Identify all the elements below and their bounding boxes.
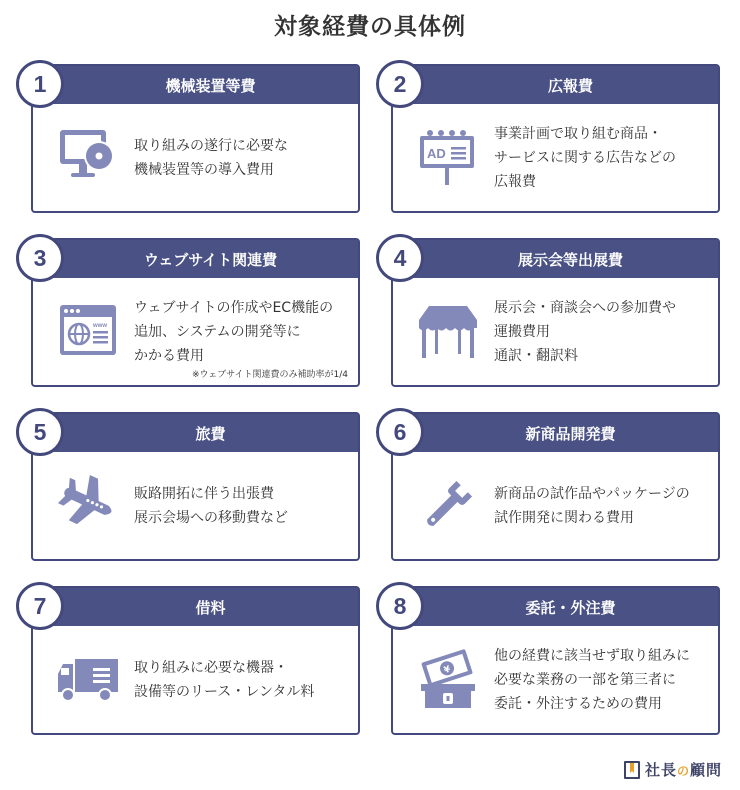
description-line: 設備等のリース・レンタル料 [134,683,315,700]
svg-text:AD: AD [427,146,446,161]
svg-text:¥: ¥ [442,664,452,677]
card-description [134,240,350,385]
card-header: 委託・外注費 [393,588,718,626]
description-line: 追加、システムの開発等に [134,323,301,340]
description-line: 展示会・商談会への参加費や [494,299,676,316]
description-line: 広報費 [494,173,536,190]
card-description [494,588,710,733]
description-line: 販路開拓に伴う出張費 [134,485,274,502]
brand-part: 社長 [644,761,677,779]
description-line: ウェブサイトの作成やEC機能の [134,299,334,316]
airplane-icon [53,470,123,540]
description-line: 事業計画で取り組む商品・ [494,125,662,142]
card-header: 展示会等出展費 [393,240,718,278]
description-line: 展示会場への移動費など [134,509,288,526]
card-description [134,66,350,211]
book-logo-icon [623,760,641,780]
description-line: 取り組みの遂行に必要な [134,137,288,154]
expense-card-2 [391,64,720,213]
card-header: 借料 [33,588,358,626]
description-line: サービスに関する広告などの [494,149,676,166]
expense-card-8 [391,586,720,735]
subsidy-rate-note: ※ウェブサイト関連費のみ補助率が1/4 [191,370,348,380]
description-line: 運搬費用 [494,323,550,340]
description-line: 通訳・翻訳料 [494,347,578,364]
brand-name [645,759,722,780]
expense-card-7 [31,586,360,735]
card-description [494,66,710,211]
tent-icon [413,296,483,366]
computer-disc-icon [53,122,123,192]
money-box-icon [413,644,483,714]
description-line: 他の経費に該当せず取り組みに [494,647,690,664]
card-description [134,588,350,733]
card-description [494,414,710,559]
expense-card-3 [31,238,360,387]
truck-icon [53,644,123,714]
expense-card-5 [31,412,360,561]
website-icon [53,296,123,366]
number-badge-2: 2 [376,60,424,108]
card-header: 旅費 [33,414,358,452]
description-line: かかる費用 [134,347,204,364]
number-badge-8: 8 [376,582,424,630]
description-line: 委託・外注するための費用 [494,695,662,712]
expense-card-1 [31,64,360,213]
number-badge-4: 4 [376,234,424,282]
wrench-icon [413,470,483,540]
description-line: 必要な業務の一部を第三者に [494,671,676,688]
svg-text:www: www [93,323,108,329]
number-badge-3: 3 [16,234,64,282]
number-badge-6: 6 [376,408,424,456]
number-badge-7: 7 [16,582,64,630]
card-header: 新商品開発費 [393,414,718,452]
expense-card-6 [391,412,720,561]
brand-part: の [676,764,690,778]
card-header: ウェブサイト関連費 [33,240,358,278]
brand-part: 顧問 [689,761,722,779]
ad-billboard-icon [413,122,483,192]
number-badge-5: 5 [16,408,64,456]
description-line: 取り組みに必要な機器・ [134,659,288,676]
card-header: 広報費 [393,66,718,104]
description-line: 新商品の試作品やパッケージの [494,485,690,502]
number-badge-1: 1 [16,60,64,108]
description-line: 機械装置等の導入費用 [134,161,274,178]
card-header: 機械装置等費 [33,66,358,104]
expense-card-4 [391,238,720,387]
brand-logo [623,759,722,780]
card-description [494,240,710,385]
card-description [134,414,350,559]
page-title: 対象経費の具体例 [274,14,466,40]
description-line: 試作開発に関わる費用 [494,509,634,526]
